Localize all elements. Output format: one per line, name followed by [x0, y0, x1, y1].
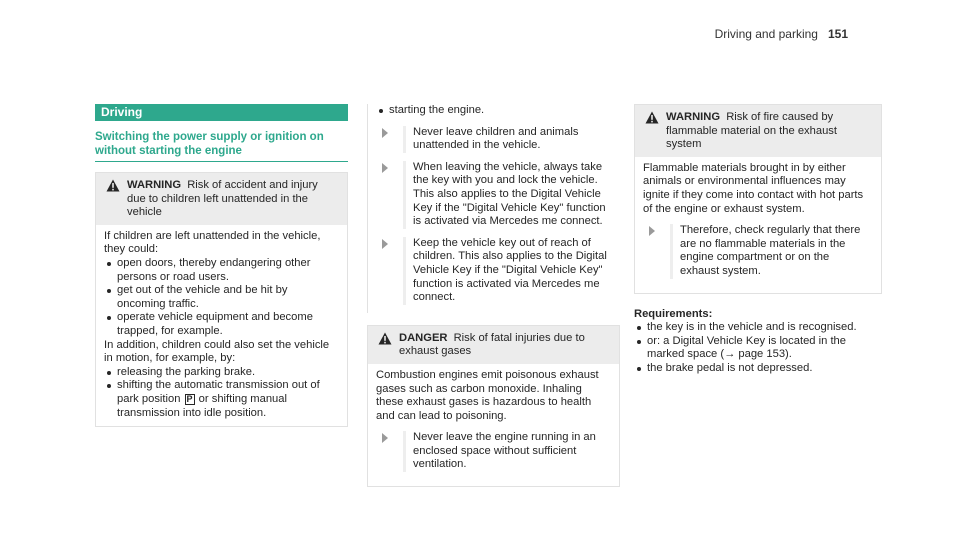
- warning-header: [96, 173, 347, 225]
- danger-body: [368, 364, 619, 486]
- warning-text: Flammable materials brought in by either animals or environmental influences may ignite if they come into contact with hot parts of the engine or exhaust system.: [643, 161, 864, 215]
- warning-triangle-icon: [378, 332, 392, 345]
- warning-box: [95, 172, 348, 427]
- danger-text: Combustion engines emit poisonous exhaust gases such as carbon monoxide. Inhaling these exhaust gases is hazardous to health and can lead to poisoning.: [376, 368, 599, 422]
- warning-continuation: [367, 104, 620, 313]
- action-text: Keep the vehicle key out of reach of children. This also applies to the Digital Vehicle Key if the "Digital Vehicle Key" function is activated via Mercedes me connect.: [403, 237, 614, 305]
- list-item: or: a Digital Vehicle Key is located in the marked space (→ page 153).: [634, 335, 882, 362]
- list-item-text: or shifting manual transmission into idle position.: [117, 392, 287, 419]
- warning-intro: If children are left unattended in the vehicle, they could:: [104, 229, 321, 256]
- danger-keyword: DANGER: [399, 331, 448, 344]
- warning-title: Risk of accident and injury due to children left unattended in the vehicle: [127, 179, 318, 219]
- header-section: Driving and parking: [714, 27, 818, 41]
- running-header: [715, 27, 848, 41]
- warning-header: [635, 105, 881, 157]
- action-text: Never leave the engine running in an enclosed space without sufficient ventilation.: [403, 431, 609, 472]
- warning-box: [634, 104, 882, 294]
- action-arrow-icon: [649, 226, 655, 236]
- list-item-text: shifting the automatic transmission out of park position: [117, 379, 320, 405]
- warning-body: [635, 157, 881, 293]
- section-bar: Driving: [95, 104, 348, 121]
- warning-list-2: [104, 366, 337, 420]
- action-step: [382, 431, 609, 472]
- subsection-title: Switching the power supply or ignition on without starting the engine: [95, 131, 348, 162]
- action-step: [382, 126, 614, 153]
- list-item: open doors, thereby endangering other persons or road users.: [104, 257, 337, 284]
- warning-keyword: WARNING: [666, 111, 721, 123]
- park-position-icon: P: [186, 393, 193, 404]
- list-item: the key is in the vehicle and is recognised.: [634, 321, 882, 335]
- page-number: 151: [827, 27, 848, 41]
- warning-triangle-icon: [106, 179, 120, 192]
- column-1: [95, 104, 348, 427]
- requirements-title: Requirements:: [634, 307, 713, 320]
- list-item: operate vehicle equipment and become trapped, for example.: [104, 311, 337, 338]
- warning-intro-2: In addition, children could also set the vehicle in motion, for example, by:: [104, 338, 330, 365]
- action-text: Therefore, check regularly that there are no flammable materials in the engine compartment or on the exhaust system.: [670, 224, 871, 278]
- list-item: get out of the vehicle and be hit by oncoming traffic.: [104, 284, 337, 311]
- action-step: [382, 161, 614, 229]
- list-item: the brake pedal is not depressed.: [634, 362, 882, 376]
- action-text: When leaving the vehicle, always take the key with you and lock the vehicle. This also applies to the Digital Vehicle Key if the "Digital Vehicle Key" function is activated via Mercedes me connect.: [403, 161, 614, 229]
- column-3: [634, 104, 882, 376]
- action-arrow-icon: [382, 128, 388, 138]
- action-step: [649, 224, 871, 278]
- warning-keyword: WARNING: [127, 179, 182, 191]
- list-item: starting the engine.: [376, 104, 614, 118]
- warning-list: [104, 257, 337, 339]
- continued-list: [376, 104, 614, 118]
- action-arrow-icon: [382, 433, 388, 443]
- action-arrow-icon: [382, 239, 388, 249]
- danger-title: Risk of fatal injuries due to exhaust gases: [399, 331, 585, 358]
- action-arrow-icon: [382, 163, 388, 173]
- action-step: [382, 237, 614, 313]
- list-item: [104, 379, 337, 420]
- column-2: [367, 104, 620, 487]
- requirements-list: [634, 321, 882, 375]
- warning-body: [96, 225, 347, 426]
- action-text: Never leave children and animals unattended in the vehicle.: [403, 126, 614, 153]
- list-item: releasing the parking brake.: [104, 366, 337, 380]
- warning-triangle-icon: [645, 111, 659, 124]
- danger-box: [367, 325, 620, 487]
- warning-title: Risk of fire caused by flammable material on the exhaust system: [666, 111, 838, 151]
- danger-header: [368, 326, 619, 364]
